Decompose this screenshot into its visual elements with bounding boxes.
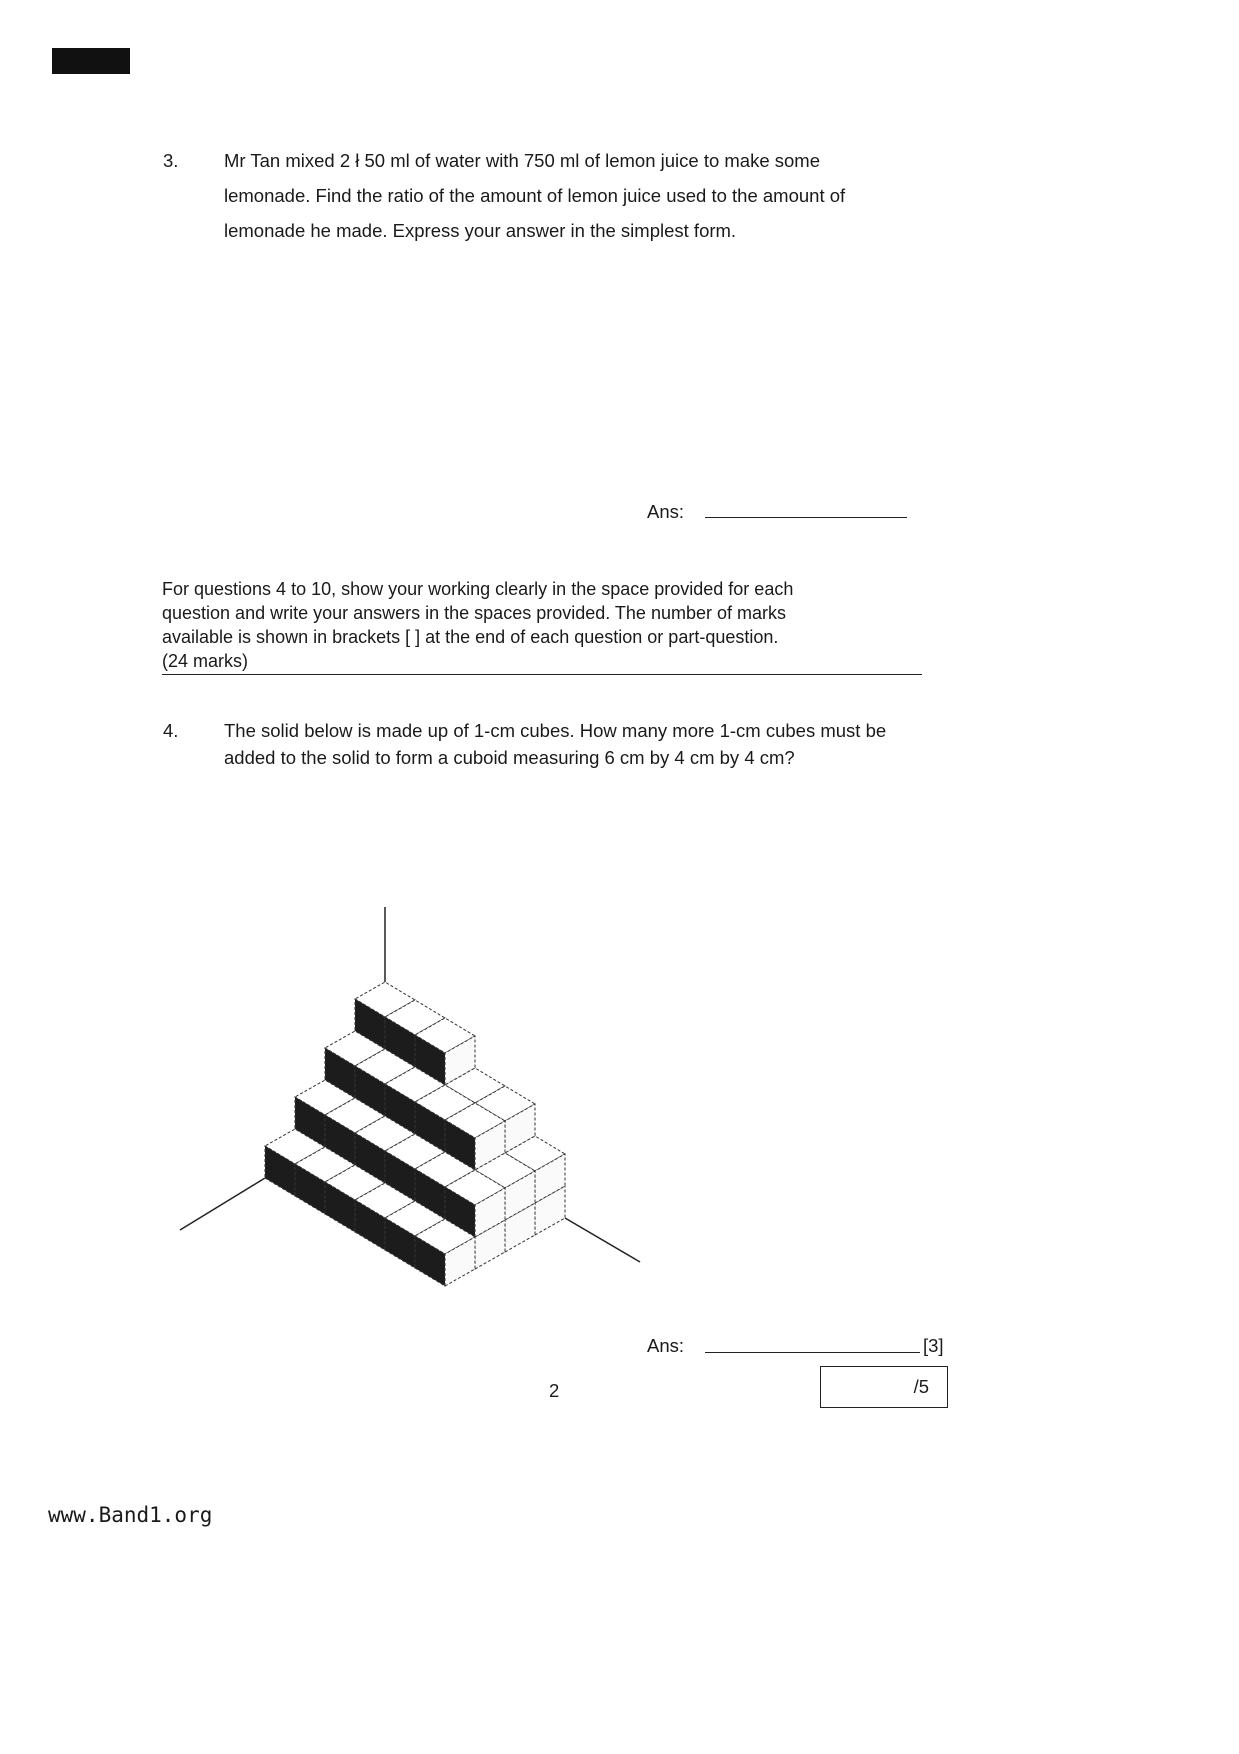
question-4-line-1: The solid below is made up of 1-cm cubes. How many more 1-cm cubes must be xyxy=(224,720,887,741)
instructions-line-1: For questions 4 to 10, show your working clearly in the space provided for each xyxy=(162,579,794,599)
question-4-marks: [3] xyxy=(923,1335,944,1356)
question-3-answer-label: Ans: xyxy=(647,501,685,522)
right-axis-line xyxy=(565,1218,640,1262)
instructions-line-2: question and write your answers in the spaces provided. The number of marks xyxy=(162,603,786,623)
question-3-line-1: Mr Tan mixed 2 ł 50 ml of water with 750 ml of lemon juice to make some xyxy=(224,150,821,171)
left-axis-line xyxy=(180,1178,265,1230)
instructions-line-3: available is shown in brackets [ ] at the end of each question or part-question. xyxy=(162,627,779,647)
question-4-line-2: added to the solid to form a cuboid measuring 6 cm by 4 cm by 4 cm? xyxy=(224,747,795,768)
footer-url: www.Band1.org xyxy=(48,1503,213,1527)
question-3-number: 3. xyxy=(163,150,179,171)
score-box xyxy=(820,1366,948,1408)
question-3-line-3: lemonade he made. Express your answer in the simplest form. xyxy=(224,220,737,241)
instructions-line-4: (24 marks) xyxy=(162,651,249,671)
question-4-answer-label: Ans: xyxy=(647,1335,685,1356)
page-number: 2 xyxy=(549,1380,560,1401)
question-4-answer-line[interactable] xyxy=(705,1352,920,1353)
question-4-number: 4. xyxy=(163,720,179,741)
score-box-text: /5 xyxy=(913,1376,929,1397)
question-3-line-2: lemonade. Find the ratio of the amount of lemon juice used to the amount of xyxy=(224,185,846,206)
